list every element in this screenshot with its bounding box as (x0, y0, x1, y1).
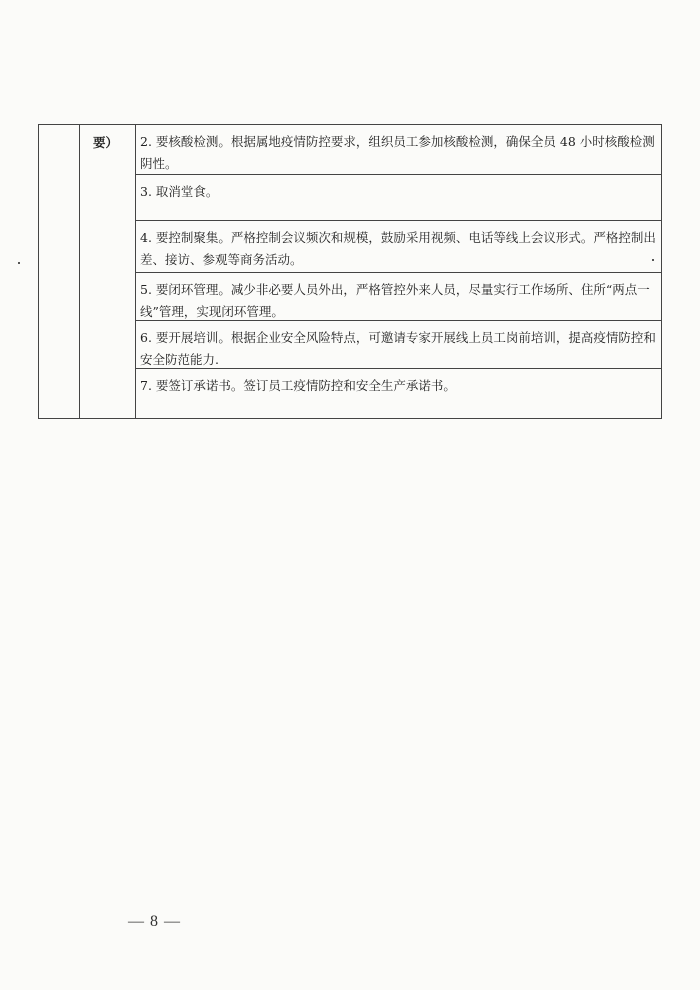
page-footer (122, 913, 186, 931)
table-divider-1 (79, 125, 80, 418)
measures-table (38, 124, 662, 419)
category-label: 要） (93, 135, 119, 150)
table-row-dining: 3. 取消堂食。 (136, 175, 661, 221)
table-row-gathering: 4. 要控制聚集。严格控制会议频次和规模，鼓励采用视频、电话等线上会议形式。严格控制出差、接访、参观等商务活动。 (136, 221, 661, 273)
table-row-training: 6. 要开展培训。根据企业安全风险特点，可邀请专家开展线上员工岗前培训，提高疫情防控和安全防范能力. (136, 321, 661, 369)
table-row-closed-loop: 5. 要闭环管理。减少非必要人员外出，严格管控外来人员，尽量实行工作场所、住所“两点一线”管理，实现闭环管理。 (136, 273, 661, 321)
scan-speck (18, 262, 20, 264)
table-row-pledge: 7. 要签订承诺书。签订员工疫情防控和安全生产承诺书。 (140, 378, 456, 393)
scan-speck (652, 259, 654, 261)
footer-dash-left: — (128, 913, 144, 930)
page-number: 8 (150, 913, 158, 930)
footer-dash-right: — (164, 913, 180, 930)
table-row-testing: 2. 要核酸检测。根据属地疫情防控要求，组织员工参加核酸检测，确保全员 48 小时核酸检测阴性。 (136, 125, 661, 175)
